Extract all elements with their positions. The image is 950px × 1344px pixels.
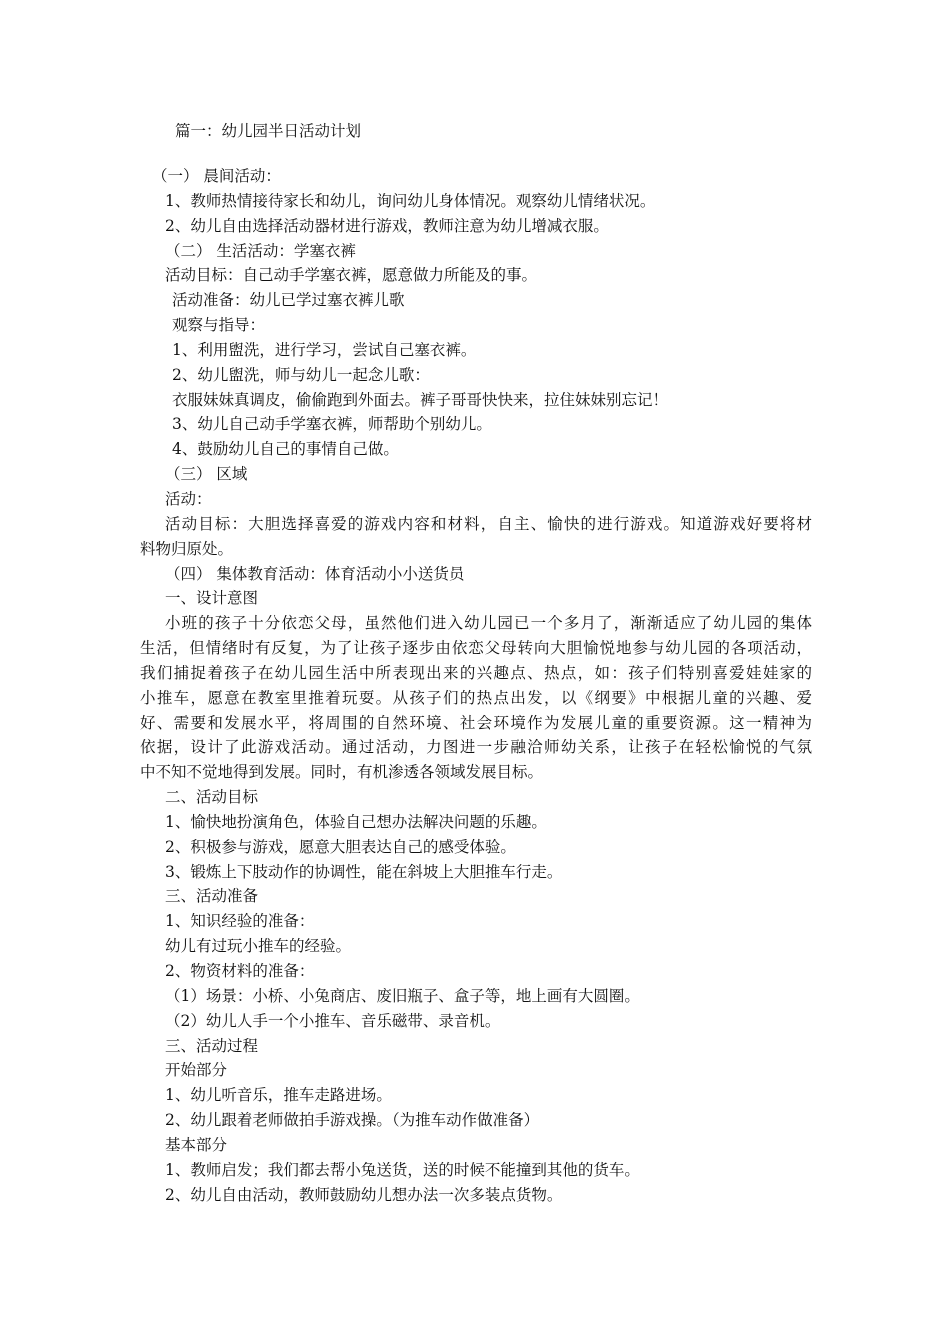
section-heading: （四） 集体教育活动：体育活动小小送货员: [165, 564, 465, 583]
text-line: 2、物资材料的准备：: [165, 962, 315, 980]
text-line: 1、愉快地扮演角色，体验自己想办法解决问题的乐趣。: [165, 812, 547, 831]
subsection-heading: 三、活动过程: [165, 1036, 259, 1055]
text-line: 衣服妹妹真调皮，偷偷跑到外面去。裤子哥哥快快来，拉住妹妹别忘记！: [172, 390, 669, 409]
text-line: （1）场景：小桥、小兔商店、废旧瓶子、盒子等，地上画有大圆圈。: [165, 986, 640, 1005]
section-heading: （三） 区域: [165, 465, 248, 484]
text-line: 2、幼儿跟着老师做拍手游戏操。（为推车动作做准备）: [165, 1111, 540, 1130]
text-line: 开始部分: [165, 1061, 228, 1080]
text-line: 好、需要和发展水平，将周围的自然环境、社会环境作为发展儿童的重要资源。这一精神为: [140, 713, 812, 732]
text-line: 依据，设计了此游戏活动。通过活动，力图进一步融洽师幼关系，让孩子在轻松愉悦的气氛: [140, 738, 812, 757]
text-line: 2、幼儿自由活动，教师鼓励幼儿想办法一次多装点货物。: [165, 1185, 563, 1204]
text-line: 4、鼓励幼儿自己的事情自己做。: [172, 440, 399, 459]
text-line: 活动目标：大胆选择喜爱的游戏内容和材料，自主、愉快的进行游戏。知道游戏好要将材: [165, 514, 812, 533]
text-line: （2）幼儿人手一个小推车、音乐磁带、录音机。: [165, 1011, 501, 1030]
text-line: 1、知识经验的准备：: [165, 912, 315, 931]
text-line: 幼儿有过玩小推车的经验。: [165, 937, 352, 956]
text-line: 1、教师热情接待家长和幼儿，询问幼儿身体情况。观察幼儿情绪状况。: [165, 191, 656, 210]
text-line: 1、幼儿听音乐，推车走路进场。: [165, 1086, 392, 1105]
text-line: 中不知不觉地得到发展。同时，有机渗透各领域发展目标。: [140, 763, 544, 782]
text-line: 小推车，愿意在教室里推着玩耍。从孩子们的热点出发，以《纲要》中根据儿童的兴趣、爱: [140, 688, 812, 707]
text-line: 活动准备：幼儿已学过塞衣裤儿歌: [172, 291, 405, 310]
text-line: 生活，但情绪时有反复，为了让孩子逐步由依恋父母转向大胆愉悦地参与幼儿园的各项活动，: [140, 639, 812, 658]
subsection-heading: 三、活动准备: [165, 887, 259, 906]
subsection-heading: 一、设计意图: [165, 589, 259, 608]
text-line: 活动目标：自己动手学塞衣裤，愿意做力所能及的事。: [165, 266, 538, 285]
text-line: 2、幼儿盥洗，师与幼儿一起念儿歌：: [172, 365, 430, 384]
text-line: 3、锻炼上下肢动作的协调性，能在斜坡上大胆推车行走。: [165, 862, 563, 881]
text-line: 3、幼儿自己动手学塞衣裤，师帮助个别幼儿。: [172, 415, 492, 434]
text-line: 料物归原处。: [140, 539, 234, 558]
section-heading: （二） 生活活动：学塞衣裤: [165, 241, 356, 260]
text-line: 基本部分: [165, 1135, 228, 1154]
section-heading: （一） 晨间活动：: [152, 167, 281, 185]
text-line: 活动：: [165, 489, 212, 508]
text-line: 我们捕捉着孩子在幼儿园生活中所表现出来的兴趣点、热点，如：孩子们特别喜爱娃娃家的: [140, 663, 812, 682]
subsection-heading: 二、活动目标: [165, 788, 259, 807]
text-line: 小班的孩子十分依恋父母，虽然他们进入幼儿园已一个多月了，渐渐适应了幼儿园的集体: [165, 614, 812, 633]
text-line: 1、利用盥洗，进行学习，尝试自己塞衣裤。: [172, 340, 477, 359]
text-line: 2、积极参与游戏，愿意大胆表达自己的感受体验。: [165, 837, 516, 856]
text-line: 2、幼儿自由选择活动器材进行游戏，教师注意为幼儿增减衣服。: [165, 216, 609, 235]
document-title: 篇一：幼儿园半日活动计划: [175, 122, 362, 140]
text-line: 1、教师启发；我们都去帮小兔送货，送的时候不能撞到其他的货车。: [165, 1160, 640, 1179]
text-line: 观察与指导：: [172, 316, 266, 335]
document-body: [140, 164, 812, 1207]
